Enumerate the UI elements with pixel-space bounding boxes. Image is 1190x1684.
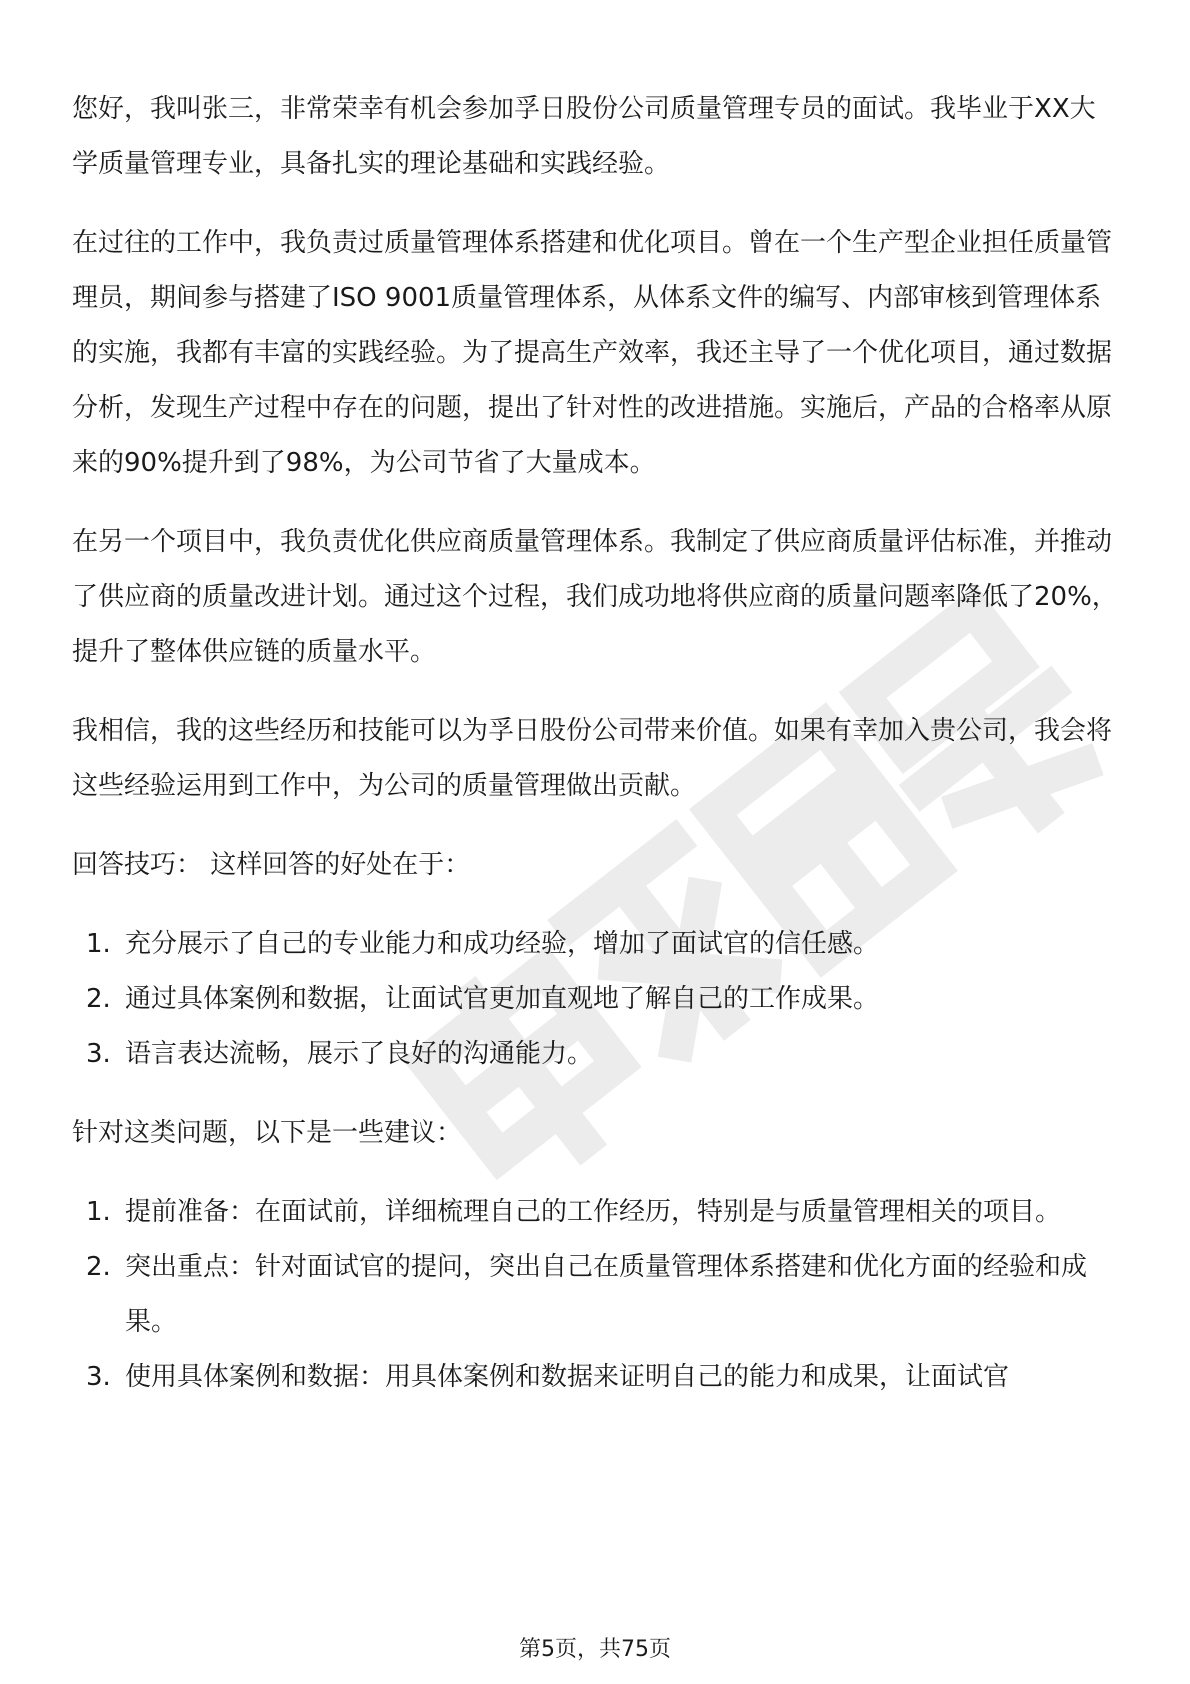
paragraph-supplier-project: 在另一个项目中，我负责优化供应商质量管理体系。我制定了供应商质量评估标准，并推动了供应商的质量改进计划。通过这个过程，我们成功地将供应商的质量问题率降低了20%，提升了整体供应链的质量水平。 [72, 527, 1118, 667]
list-item [72, 1027, 1120, 1082]
list-number: 2. [86, 984, 111, 1014]
list-text: 语言表达流畅，展示了良好的沟通能力。 [125, 1039, 594, 1069]
paragraph-conclusion: 我相信，我的这些经历和技能可以为孚日股份公司带来价值。如果有幸加入贵公司，我会将这些经验运用到工作中，为公司的质量管理做出贡献。 [72, 716, 1113, 801]
paragraph-intro: 您好，我叫张三，非常荣幸有机会参加孚日股份公司质量管理专员的面试。我毕业于XX大学质量管理专业，具备扎实的理论基础和实践经验。 [72, 94, 1096, 179]
tips-list [72, 917, 1120, 1082]
list-number: 1. [86, 929, 111, 959]
list-item [72, 1350, 1120, 1405]
paragraph-experience: 在过往的工作中，我负责过质量管理体系搭建和优化项目。曾在一个生产型企业担任质量管理员，期间参与搭建了ISO 9001质量管理体系，从体系文件的编写、内部审核到管理体系的实施，我都有丰富的实践经验。为了提高生产效率，我还主导了一个优化项目，通过数据分析，发现生产过程中存在的问题，提出了针对性的改进措施。实施后，产品的合格率从原来的90%提升到了98%，为公司节省了大量成本。 [72, 228, 1113, 478]
list-text: 充分展示了自己的专业能力和成功经验，增加了面试官的信任感。 [125, 929, 880, 959]
list-text: 突出重点：针对面试官的提问，突出自己在质量管理体系搭建和优化方面的经验和成果。 [125, 1252, 1088, 1337]
list-item [72, 972, 1120, 1027]
list-item [72, 1185, 1120, 1240]
list-text: 通过具体案例和数据，让面试官更加直观地了解自己的工作成果。 [125, 984, 880, 1014]
document-body [72, 82, 1120, 1429]
tips-heading: 回答技巧： 这样回答的好处在于： [72, 850, 471, 880]
list-text: 使用具体案例和数据：用具体案例和数据来证明自己的能力和成果，让面试官 [125, 1362, 1010, 1392]
list-item [72, 1240, 1120, 1350]
list-number: 3. [86, 1039, 111, 1069]
list-text: 提前准备：在面试前，详细梳理自己的工作经历，特别是与质量管理相关的项目。 [125, 1197, 1062, 1227]
page-footer: 第5页，共75页 [519, 1637, 671, 1662]
list-item [72, 917, 1120, 972]
list-number: 3. [86, 1362, 111, 1392]
list-number: 1. [86, 1197, 111, 1227]
advice-heading: 针对这类问题，以下是一些建议： [72, 1118, 463, 1148]
advice-list [72, 1185, 1120, 1405]
list-number: 2. [86, 1252, 111, 1282]
